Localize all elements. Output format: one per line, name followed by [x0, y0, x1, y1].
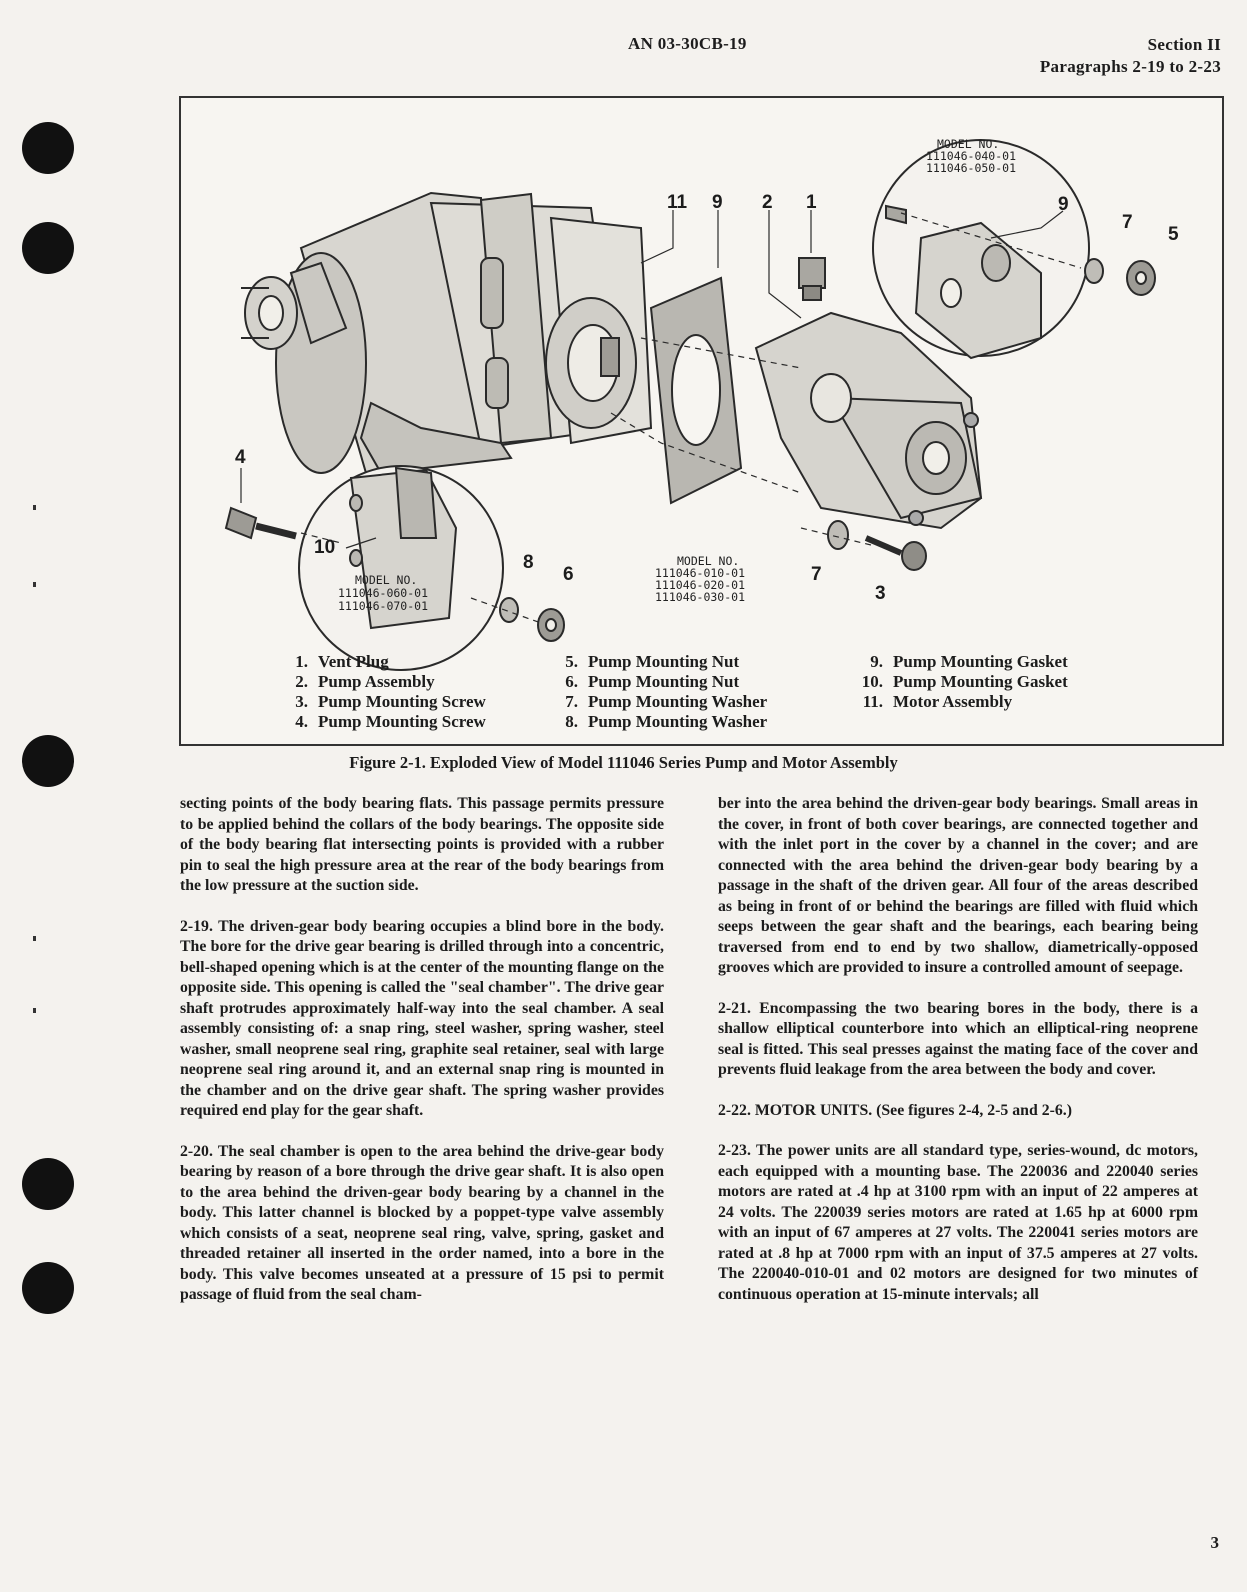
- legend-item: 10. Pump Mounting Gasket: [861, 672, 1068, 691]
- margin-mark: [33, 936, 36, 941]
- pump-nut-6-illustration: [500, 598, 564, 641]
- text-column-right: [718, 794, 1198, 1325]
- paragraph-2-23: 2-23. The power units are all standard type, series-wound, dc motors, each equipped with a mounting base. The 220036 and 220040 series motors are rated at .4 hp at 3100 rpm with an input of 22 amperes at 24 volts. The 220039 series motors are rated at 1.65 hp at 6000 rpm with an input of 67 amperes at 27 volts. The 220041 series motors are rated at .8 hp at 7000 rpm with an input of 37.5 amperes at 27 volts. The 220040-010-01 and 02 motors are designed for two minutes of continuous operation at 15-minute intervals; all: [718, 1142, 1198, 1303]
- callout-10: 10: [314, 537, 336, 558]
- exploded-view-drawing: [181, 98, 1224, 746]
- callout-5: 5: [1168, 224, 1179, 245]
- section-header: [1040, 34, 1221, 78]
- detail-inset-left: [299, 466, 503, 670]
- page-number: 3: [1210, 1533, 1219, 1552]
- margin-mark: [33, 1008, 36, 1013]
- model-center-heading: MODEL NO.: [677, 554, 740, 568]
- legend-item: 11. Motor Assembly: [862, 692, 1013, 711]
- paragraph-2-19: 2-19. The driven-gear body bearing occupies a blind bore in the body. The bore for the drive gear bearing is drilled through into a concentric, bell-shaped opening which is at the center of the mounting flange on the opposite side. This opening is called the "seal chamber". The drive gear shaft protrudes approximately half-way into the seal chamber. A seal assembly consisting of: a snap ring, steel washer, spring washer, steel washer, small neoprene seal ring, graphite seal retainer, seal with large neoprene seal ring around it, and an external snap ring is mounted in the chamber and on the drive gear shaft. The spring washer provides required end play for the gear shaft.: [180, 917, 664, 1119]
- pump-gasket-illustration: [651, 278, 741, 503]
- callout-9-inset: 9: [1058, 194, 1069, 215]
- legend-item: 1. Vent Plug: [295, 652, 389, 671]
- callout-8: 8: [523, 552, 534, 573]
- vent-plug-illustration: [799, 258, 825, 300]
- section-label: Section II: [1147, 35, 1221, 54]
- binder-hole: [22, 1262, 74, 1314]
- paragraph-2-20: 2-20. The seal chamber is open to the area behind the drive-gear body bearing by reason of a bore through the drive gear shaft. It is also open to the area behind the driven-gear body bearing by a channel in the body. This latter channel is blocked by a poppet-type valve assembly which consists of a seat, neoprene seal ring, valve, spring, gasket and threaded retainer all inserted in the order named, into a bore in the body. This valve becomes unseated at a pressure of 15 psi to permit passage of fluid from the seal cham-: [180, 1142, 664, 1303]
- callout-1: 1: [806, 192, 817, 213]
- callout-2: 2: [762, 192, 773, 213]
- paragraph-range: Paragraphs 2-19 to 2-23: [1039, 57, 1221, 76]
- legend-item: 4. Pump Mounting Screw: [295, 712, 486, 731]
- callout-7-inset: 7: [1122, 212, 1133, 233]
- model-top-heading: MODEL NO.: [937, 137, 1000, 151]
- callout-7: 7: [811, 564, 822, 585]
- callout-11: 11: [667, 192, 688, 213]
- figure-caption: Figure 2-1. Exploded View of Model 111046 Series Pump and Motor Assembly: [349, 753, 898, 772]
- margin-mark: [33, 582, 36, 587]
- callout-3: 3: [875, 583, 886, 604]
- binder-hole: [22, 122, 74, 174]
- legend-item: 9. Pump Mounting Gasket: [870, 652, 1068, 671]
- legend-item: 3. Pump Mounting Screw: [295, 692, 486, 711]
- legend-item: 8. Pump Mounting Washer: [565, 712, 768, 731]
- binder-hole: [22, 222, 74, 274]
- document-number: AN 03-30CB-19: [628, 34, 747, 53]
- model-center-line-2: 111046-020-01: [655, 578, 746, 592]
- callout-4: 4: [235, 447, 246, 468]
- paragraph-2-20-continued: ber into the area behind the driven-gear body bearings. Small areas in the cover, in front of both cover bearings, are connected together and with the inlet port in the cover by a channel in the cover; and are connected with the area behind the driven-gear body bearing by a passage in the shaft of the driven gear. All four of the areas described as being in front of or behind the bearings are filled with fluid which seeps between the gear shaft and the bearings, each bearing being traversed from end to end by two shallow, diametrically-opposed grooves which are provided to insure a controlled amount of seepage.: [718, 795, 1198, 976]
- paragraph-continuation: secting points of the body bearing flats. This passage permits pressure to be applied behind the collars of the body bearings. The opposite side of the body bearing flat intersecting points is provided with a rubber pin to seal the high pressure area at the rear of the body bearings from the low pressure at the suction side.: [180, 795, 664, 894]
- model-left-line-2: 111046-070-01: [338, 599, 429, 613]
- motor-assembly-illustration: [241, 193, 651, 473]
- text-column-left: [180, 794, 664, 1326]
- callout-9: 9: [712, 192, 723, 213]
- legend-column-1: [278, 652, 486, 732]
- binder-hole: [22, 1158, 74, 1210]
- paragraph-2-21: 2-21. Encompassing the two bearing bores in the body, there is a shallow elliptical counterbore into which an elliptical-ring neoprene seal is fitted. This seal presses against the mating face of the cover and prevents fluid leakage from the area between the body and cover.: [718, 999, 1198, 1078]
- model-center-line-1: 111046-010-01: [655, 566, 746, 580]
- legend-item: 6. Pump Mounting Nut: [565, 672, 740, 691]
- legend-column-3: [853, 652, 1068, 712]
- figure-2-1: [179, 96, 1224, 746]
- pump-screw-3-illustration: [828, 521, 926, 570]
- paragraph-2-22-heading: 2-22. MOTOR UNITS. (See figures 2-4, 2-5 and 2-6.): [718, 1101, 1072, 1119]
- model-left-line-1: 111046-060-01: [338, 586, 429, 600]
- legend-item: 7. Pump Mounting Washer: [565, 692, 768, 711]
- pump-nut-5-illustration: [1085, 259, 1155, 295]
- pump-screw-4-illustration: [226, 508, 296, 538]
- model-top-line-1: 111046-040-01: [926, 149, 1017, 163]
- margin-mark: [33, 505, 36, 510]
- legend-column-2: [548, 652, 767, 732]
- model-left-heading: MODEL NO.: [355, 573, 418, 587]
- model-top-line-2: 111046-050-01: [926, 161, 1017, 175]
- legend-item: 2. Pump Assembly: [295, 672, 435, 691]
- callout-6: 6: [563, 564, 574, 585]
- model-center-line-3: 111046-030-01: [655, 590, 746, 604]
- legend-item: 5. Pump Mounting Nut: [565, 652, 740, 671]
